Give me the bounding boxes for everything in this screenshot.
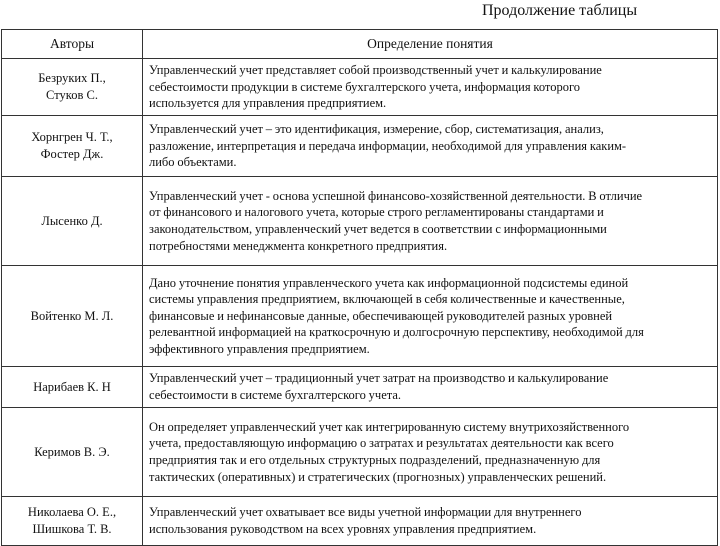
author-line: Войтенко М. Л. [30, 308, 114, 323]
definition-line: учета, предоставляющую информацию о затратах и результатах деятельности как всего [149, 436, 614, 451]
table-row [2, 59, 718, 116]
definition-line: эффективного управления предприятием. [149, 341, 370, 356]
definition-column-header: Определение понятия [143, 30, 718, 59]
definition-line: Он определяет управленческий учет как интегрированную систему внутрихозяйственного [149, 419, 630, 434]
table-header-row [2, 30, 718, 59]
definition-line: законодательством, управленческий учет ведется в соответствии с информационными [149, 222, 607, 236]
author-line: Безруких П., [38, 71, 106, 85]
table-row [2, 177, 718, 266]
definition-line: потребностями менеджмента конкретного предприятия. [149, 238, 448, 253]
definition-line: тактических (оперативных) и стратегических (прогнозных) управленческих решений. [149, 469, 607, 484]
author-cell [2, 59, 143, 116]
definition-line: Управленческий учет - основа успешной финансово-хозяйственной деятельности. В отличие [149, 188, 643, 203]
author-line: Фостер Дж. [40, 147, 104, 161]
definitions-table [1, 29, 718, 546]
author-cell [2, 177, 143, 266]
definition-line: либо объектами. [149, 155, 237, 170]
table-row [2, 116, 718, 177]
definition-line: Управленческий учет – это идентификация, измерение, сбор, систематизация, анализ, [149, 122, 604, 137]
definition-line: системы управления предприятием, включающей в себя количественные и качественные, [149, 292, 625, 307]
definition-cell [143, 408, 718, 497]
author-line: Николаева О. Е., [27, 505, 117, 519]
definition-cell [143, 177, 718, 266]
author-line: Шишкова Т. В. [32, 522, 112, 536]
table-row [2, 497, 718, 546]
definition-line: финансовые и нефинансовые данные, обеспечивающей руководителей разных уровней [149, 308, 613, 323]
definition-line: Управленческий учет – традиционный учет затрат на производство и калькулирование [149, 371, 609, 386]
definition-cell [143, 497, 718, 546]
author-cell [2, 116, 143, 177]
table-row [2, 266, 718, 367]
author-cell [2, 266, 143, 367]
definition-cell [143, 59, 718, 116]
table-row [2, 367, 718, 408]
definition-line: использования руководством на всех уровнях управления предприятием. [149, 522, 537, 536]
author-cell [2, 367, 143, 408]
definition-line: релевантной информацией на краткосрочную и долгосрочную перспективу, необходимой для [149, 325, 644, 340]
definition-line: используется для управления предприятием. [149, 96, 387, 111]
authors-column-header: Авторы [2, 30, 143, 59]
definition-line: Управленческий учет охватывает все виды учетной информации для внутреннего [149, 505, 582, 520]
definition-cell [143, 116, 718, 177]
table-row [2, 408, 718, 497]
author-line: Стуков С. [46, 88, 98, 102]
table-continuation-caption: Продолжение таблицы [482, 2, 638, 19]
author-line: Керимов В. Э. [34, 444, 110, 459]
author-line: Лысенко Д. [41, 213, 103, 228]
definition-line: предприятия так и его отдельных структурных подразделений, предназначенную для [149, 453, 601, 467]
author-cell [2, 408, 143, 497]
definition-line: себестоимости продукции в системе бухгалтерского учета, информация которого [149, 79, 581, 94]
definition-cell [143, 367, 718, 408]
definition-line: разложение, интерпретация и передача информации, необходимой для управления каким- [149, 138, 627, 153]
definition-line: Управленческий учет представляет собой производственный учет и калькулирование [149, 63, 602, 78]
definition-line: от финансового и налогового учета, которые строго регламентированы стандартами и [149, 205, 604, 220]
author-cell [2, 497, 143, 546]
author-line: Нарибаев К. Н [33, 379, 111, 394]
definition-line: Дано уточнение понятия управленческого учета как информационной подсистемы единой [149, 275, 629, 290]
definition-line: себестоимости в системе бухгалтерского учета. [149, 388, 402, 402]
definition-cell [143, 266, 718, 367]
author-line: Хорнгрен Ч. Т., [31, 130, 113, 144]
